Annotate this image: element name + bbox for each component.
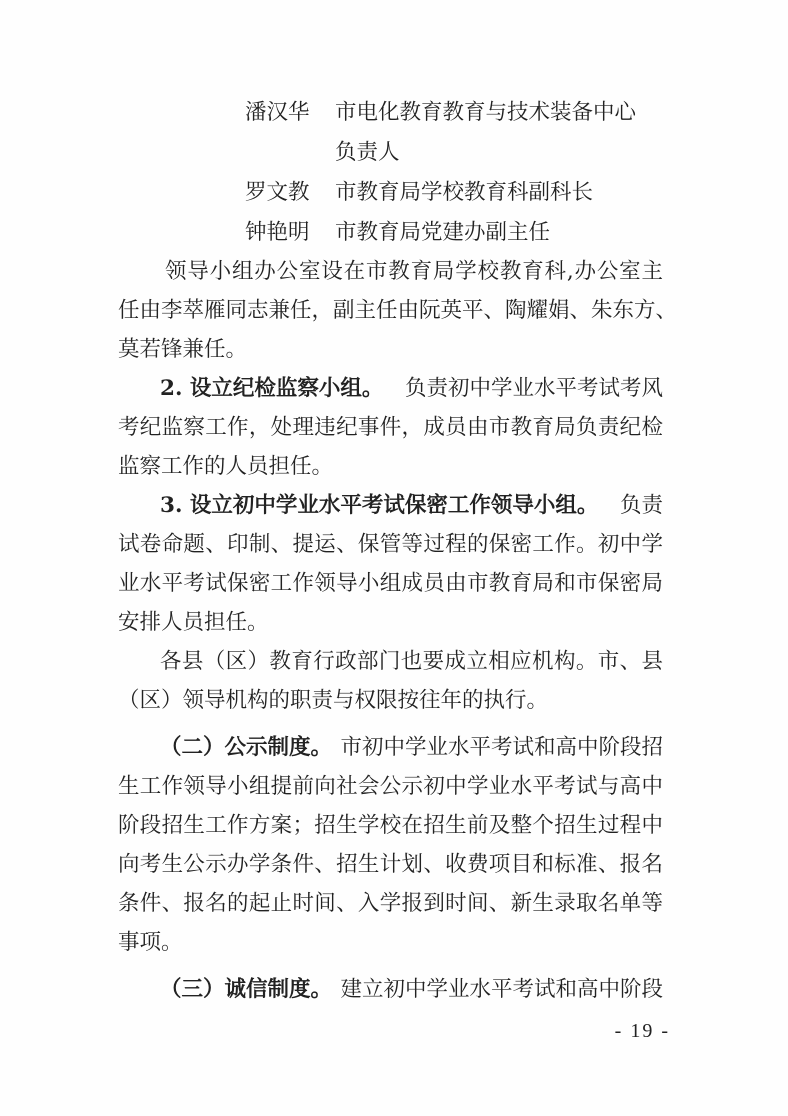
paragraph-line: 生工作领导小组提前向社会公示初中学业水平考试与高中 [118,774,663,799]
paragraph-line: 领导小组办公室设在市教育局学校教育科,办公室主 [165,259,663,284]
paragraph-line: 负责初中学业水平考试考风 [404,376,663,401]
paragraph-line: 试卷命题、印制、提运、保管等过程的保密工作。初中学 [118,532,663,557]
item2-first-line [160,374,663,404]
paragraph-line: 建立初中学业水平考试和高中阶段 [340,977,663,1002]
paragraph-line: 业水平考试保密工作领导小组成员由市教育局和市保密局 [118,571,663,596]
section3-heading: （三）诚信制度。 [160,977,333,1002]
paragraph-line: 负责 [619,493,663,518]
paragraph-line: 事项。 [118,930,183,955]
member-role: 市教育局党建办副主任 [335,220,551,245]
member-name: 钟艳明 [245,220,310,245]
paragraph-line: 阶段招生工作方案；招生学校在招生前及整个招生过程中 [118,813,663,838]
page-number: - 19 - [614,1020,670,1042]
item2-heading: 2. 设立纪检监察小组。 [160,376,384,401]
paragraph-line: 向考生公示办学条件、招生计划、收费项目和标准、报名 [118,852,663,877]
section2-first-line [160,733,663,763]
item3-heading: 3. 设立初中学业水平考试保密工作领导小组。 [160,493,599,518]
member-role: 市电化教育教育与技术装备中心 [335,100,637,125]
paragraph-line: 安排人员担任。 [118,610,269,635]
member-name: 罗文教 [245,180,310,205]
item3-first-line [160,491,663,521]
paragraph-line: 各县（区）教育行政部门也要成立相应机构。市、县 [160,649,663,674]
member-name: 潘汉华 [245,100,310,125]
paragraph-line: 条件、报名的起止时间、入学报到时间、新生录取名单等 [118,891,663,916]
section2-heading: （二）公示制度。 [160,735,333,760]
member-role: 市教育局学校教育科副科长 [335,180,594,205]
paragraph-line: 莫若锋兼任。 [118,337,248,362]
paragraph-line: （区）领导机构的职责与权限按往年的执行。 [118,688,549,713]
paragraph-line: 任由李萃雁同志兼任，副主任由阮英平、陶耀娟、朱东方、 [118,298,678,323]
member-role-continued: 负责人 [335,140,400,165]
section3-first-line [160,975,663,1005]
paragraph-line: 市初中学业水平考试和高中阶段招 [340,735,663,760]
paragraph-line: 监察工作的人员担任。 [118,454,334,479]
paragraph-line: 考纪监察工作，处理违纪事件，成员由市教育局负责纪检 [118,415,663,440]
